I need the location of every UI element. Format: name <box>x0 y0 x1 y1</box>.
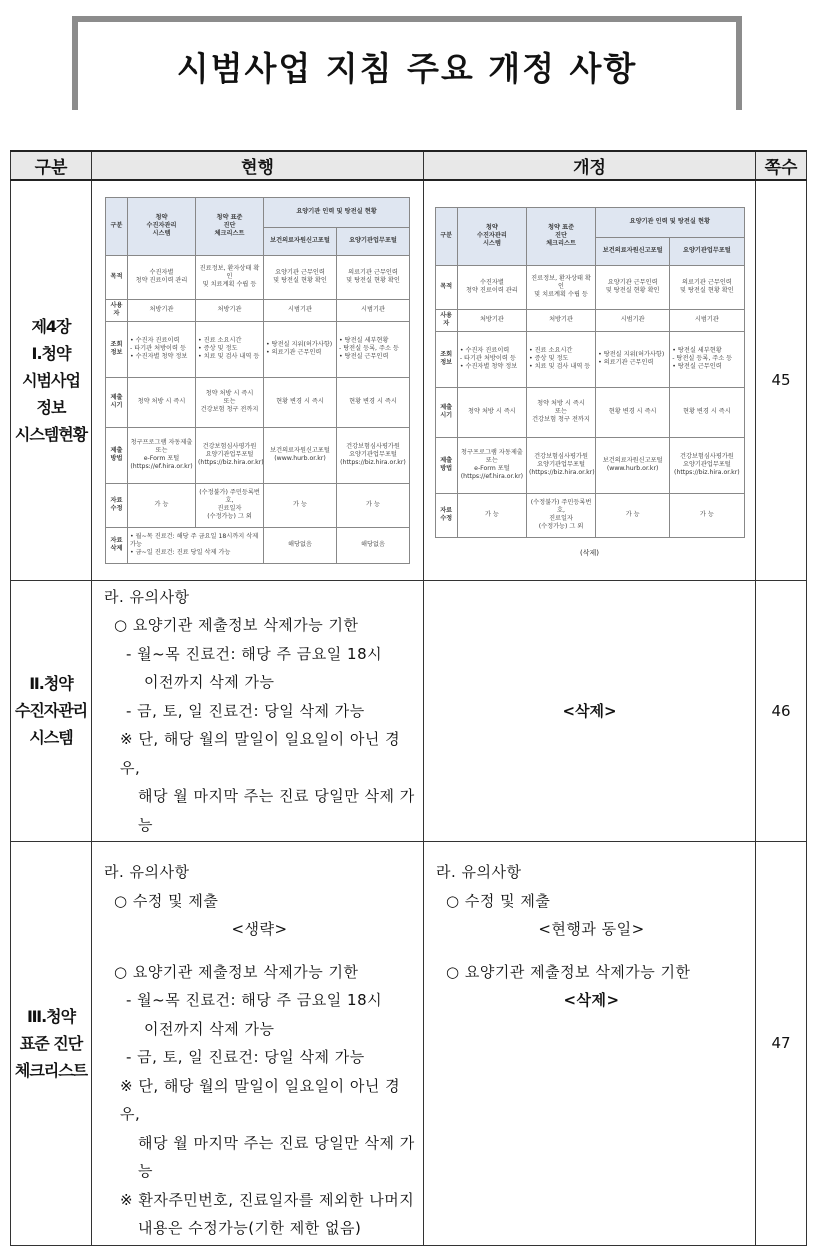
table-row <box>11 580 807 842</box>
header-current: 현행 <box>92 151 424 180</box>
header-gubun: 구분 <box>11 151 92 180</box>
mini-cell: 시범기관 <box>337 299 410 321</box>
revised-text: <삭제> <box>562 702 617 721</box>
mini-header-row <box>435 207 744 237</box>
text-line: <삭제> <box>563 991 620 1009</box>
mini-cell: 구분 <box>435 207 457 265</box>
mini-cell: 구분 <box>106 197 128 255</box>
current-content <box>92 580 424 842</box>
mini-cell: 요양기관업무포털 <box>670 237 744 265</box>
mini-cell: 자료 수정 <box>106 483 128 527</box>
revised-text <box>424 842 755 1017</box>
mini-cell: 처방기관 <box>457 309 526 331</box>
mini-cell: 현황 변경 시 즉시 <box>264 377 337 427</box>
mini-cell: • 진료 소요시간 • 증상 및 정도 • 치료 및 검사 내역 등 <box>196 321 264 377</box>
mini-cell: 자료 삭제 <box>106 527 128 563</box>
mini-cell: 해당없음 <box>337 527 410 563</box>
mini-cell: 제출 시기 <box>435 387 457 437</box>
mini-cell: • 탕전실 지위(허가사항) • 의료기관 근무인력 <box>596 331 670 387</box>
mini-cell: 제출 방법 <box>435 437 457 493</box>
mini-cell: 조회 정보 <box>106 321 128 377</box>
section-text: Ⅲ.청약 표준 진단 체크리스트 <box>14 1006 88 1080</box>
mini-cell: 자료 수정 <box>435 493 457 537</box>
mini-cell: 보건의료자원신고포털 <box>596 237 670 265</box>
mini-cell: 보건의료자원신고포털 <box>264 227 337 255</box>
mini-cell: 보건의료자원신고포털 (www.hurb.or.kr) <box>596 437 670 493</box>
mini-cell: 조회 정보 <box>435 331 457 387</box>
current-mini-table <box>105 197 410 564</box>
mini-cell: 보건의료자원신고포털 (www.hurb.or.kr) <box>264 427 337 483</box>
mini-cell: 제출 시기 <box>106 377 128 427</box>
mini-row <box>106 299 410 321</box>
mini-cell: 요양기관 인력 및 탕전실 현황 <box>596 207 744 237</box>
text-line: <생략> <box>231 920 288 938</box>
mini-row <box>435 493 744 537</box>
mini-cell: 수진자별 청약 진료이력 관리 <box>128 255 196 299</box>
mini-cell: 청구프로그램 자동제출 또는 e-Form 포털 (https://ef.hira.or.kr) <box>128 427 196 483</box>
mini-cell: 가 능 <box>457 493 526 537</box>
text-line: ※ 단, 해당 월의 말일이 일요일이 아닌 경우, <box>120 730 401 777</box>
mini-cell: 진료정보, 환자상태 확인 및 치료계획 수립 등 <box>526 265 595 309</box>
current-content <box>92 180 424 580</box>
mini-row <box>435 309 744 331</box>
mini-cell: 진료정보, 환자상태 확인 및 치료계획 수립 등 <box>196 255 264 299</box>
mini-row <box>106 483 410 527</box>
mini-row <box>435 331 744 387</box>
mini-cell: 의료기관 근무인력 및 탕전실 현황 확인 <box>670 265 744 309</box>
text-line: ※ 단, 해당 월의 말일이 일요일이 아닌 경우, <box>120 1076 401 1123</box>
mini-row <box>106 427 410 483</box>
text-line: 이전까지 삭제 가능 <box>144 673 275 691</box>
mini-cell: 가 능 <box>670 493 744 537</box>
table-row <box>11 180 807 580</box>
mini-cell: 의료기관 근무인력 및 탕전실 현황 확인 <box>337 255 410 299</box>
mini-cell: 사용자 <box>435 309 457 331</box>
title-box <box>72 16 742 110</box>
text-line: - 월~목 진료건: 해당 주 금요일 18시 <box>126 644 383 663</box>
text-line: 해당 월 마지막 주는 진료 당일만 삭제 가능 <box>138 787 415 834</box>
mini-cell: 시범기관 <box>264 299 337 321</box>
text-line: 내용은 수정가능(기한 제한 없음) <box>138 1219 362 1237</box>
mini-cell: 가 능 <box>264 483 337 527</box>
mini-cell: 목적 <box>106 255 128 299</box>
mini-cell: 시범기관 <box>670 309 744 331</box>
revision-table <box>10 150 807 1246</box>
table-row <box>11 842 807 1246</box>
text-line: 라. 유의사항 <box>436 863 522 881</box>
mini-cell: 청약 처방 시 즉시 또는 건강보험 청구 전까지 <box>196 377 264 427</box>
mini-row <box>106 321 410 377</box>
text-line: 라. 유의사항 <box>104 863 190 881</box>
mini-cell: 청구프로그램 자동제출 또는 e-Form 포털 (https://ef.hira.or.kr) <box>457 437 526 493</box>
mini-cell: • 탕전실 세부현황 - 탕전실 등록, 주소 등 • 탕전실 근무인력 <box>337 321 410 377</box>
page-title: 시범사업 지침 주요 개정 사항 <box>176 48 638 88</box>
mini-cell: 청약 표준 진단 체크리스트 <box>526 207 595 265</box>
mini-cell: • 탕전실 지위(허가사항) • 의료기관 근무인력 <box>264 321 337 377</box>
text-line: ○ 요양기관 제출정보 삭제가능 기한 <box>114 962 359 981</box>
page-number: 45 <box>756 180 807 580</box>
mini-cell: 현황 변경 시 즉시 <box>670 387 744 437</box>
mini-cell: 요양기관 근무인력 및 탕전실 현황 확인 <box>264 255 337 299</box>
mini-cell: 가 능 <box>128 483 196 527</box>
text-line: - 금, 토, 일 진료건: 당일 삭제 가능 <box>126 1048 365 1066</box>
mini-cell: 건강보험심사평가원 요양기관업무포털 (https://biz.hira.or.kr) <box>670 437 744 493</box>
text-line: 이전까지 삭제 가능 <box>144 1019 275 1038</box>
page-number: 46 <box>756 580 807 842</box>
mini-cell: 가 능 <box>596 493 670 537</box>
mini-row <box>106 377 410 427</box>
mini-cell: 현황 변경 시 즉시 <box>596 387 670 437</box>
mini-cell: 요양기관 근무인력 및 탕전실 현황 확인 <box>596 265 670 309</box>
text-line: ○ 수정 및 제출 <box>446 891 551 910</box>
mini-cell: 청약 처방 시 즉시 <box>457 387 526 437</box>
mini-cell: 처방기관 <box>526 309 595 331</box>
mini-row <box>435 265 744 309</box>
mini-cell: 청약 수진자관리 시스템 <box>457 207 526 265</box>
mini-cell: 요양기관 인력 및 탕전실 현황 <box>264 197 410 227</box>
mini-cell: 건강보험심사평가원 요양기관업무포털 (https://biz.hira.or.kr) <box>526 437 595 493</box>
mini-cell: • 수진자 진료이력 - 타기관 처방이력 등 • 수진자별 청약 정보 <box>457 331 526 387</box>
text-line: 해당 월 마지막 주는 진료 당일만 삭제 가능 <box>138 1133 415 1180</box>
mini-cell: (수정불가) 주민등록번호, 진료일자 (수정가능) 그 외 <box>526 493 595 537</box>
mini-header-row <box>106 197 410 227</box>
mini-cell: 목적 <box>435 265 457 309</box>
mini-row <box>435 387 744 437</box>
mini-cell: 청약 표준 진단 체크리스트 <box>196 197 264 255</box>
spacer <box>436 944 747 958</box>
revised-mini-table <box>435 207 745 538</box>
text-line: ○ 요양기관 제출정보 삭제가능 기한 <box>446 962 691 981</box>
mini-cell: • 수진자 진료이력 - 타기관 처방이력 등 • 수진자별 청약 정보 <box>128 321 196 377</box>
header-page: 쪽수 <box>756 151 807 180</box>
current-mini-table-wrap <box>92 193 423 568</box>
section-text: Ⅱ.청약 수진자관리 시스템 <box>14 674 88 748</box>
spacer <box>104 944 415 958</box>
mini-cell: 해당없음 <box>264 527 337 563</box>
mini-cell: 수진자별 청약 진료이력 관리 <box>457 265 526 309</box>
revised-content <box>424 580 756 842</box>
mini-cell: 건강보험심사평가원 요양기관업무포털 (https://biz.hira.or.kr) <box>196 427 264 483</box>
current-text <box>92 842 423 1245</box>
section-label <box>11 842 92 1246</box>
mini-cell: 제출 방법 <box>106 427 128 483</box>
mini-cell: 청약 처방 시 즉시 또는 건강보험 청구 전까지 <box>526 387 595 437</box>
mini-cell: 사용자 <box>106 299 128 321</box>
header-revised: 개정 <box>424 151 756 180</box>
section-text: 제4장 Ⅰ.청약 시범사업 정보 시스템현황 <box>14 316 88 444</box>
mini-row <box>435 437 744 493</box>
mini-cell: • 월~목 진료건: 해당 주 금요일 18시까지 삭제 가능 • 금~일 진료건: 진료 당일 삭제 가능 <box>128 527 264 563</box>
mini-cell: 시범기관 <box>596 309 670 331</box>
text-line: ○ 요양기관 제출정보 삭제가능 기한 <box>114 616 359 634</box>
text-line: ※ 환자주민번호, 진료일자를 제외한 나머지 <box>120 1190 415 1209</box>
mini-cell: 가 능 <box>337 483 410 527</box>
section-label <box>11 180 92 580</box>
revised-caption: (삭제) <box>580 548 599 557</box>
mini-cell: • 탕전실 세부현황 - 탕전실 등록, 주소 등 • 탕전실 근무인력 <box>670 331 744 387</box>
mini-cell: 처방기관 <box>196 299 264 321</box>
mini-cell: 청약 수진자관리 시스템 <box>128 197 196 255</box>
revised-mini-table-wrap <box>424 203 755 542</box>
text-line: - 월~목 진료건: 해당 주 금요일 18시 <box>126 991 383 1009</box>
mini-row <box>106 255 410 299</box>
revised-content <box>424 842 756 1246</box>
text-line: - 금, 토, 일 진료건: 당일 삭제 가능 <box>126 701 365 720</box>
mini-cell: 처방기관 <box>128 299 196 321</box>
mini-cell: 요양기관업무포털 <box>337 227 410 255</box>
mini-cell: 청약 처방 시 즉시 <box>128 377 196 427</box>
text-line: <현행과 동일> <box>538 920 645 938</box>
text-line: 라. 유의사항 <box>104 587 190 606</box>
page-number: 47 <box>756 842 807 1246</box>
current-content <box>92 842 424 1246</box>
header-row <box>11 151 807 180</box>
mini-cell: 현황 변경 시 즉시 <box>337 377 410 427</box>
text-line: ○ 수정 및 제출 <box>114 891 219 910</box>
current-text <box>92 581 423 842</box>
mini-cell: (수정불가) 주민등록번호, 진료일자 (수정가능) 그 외 <box>196 483 264 527</box>
mini-row <box>106 527 410 563</box>
section-label <box>11 580 92 842</box>
mini-cell: • 진료 소요시간 • 증상 및 정도 • 치료 및 검사 내역 등 <box>526 331 595 387</box>
revised-content <box>424 180 756 580</box>
mini-cell: 건강보험심사평가원 요양기관업무포털 (https://biz.hira.or.kr) <box>337 427 410 483</box>
